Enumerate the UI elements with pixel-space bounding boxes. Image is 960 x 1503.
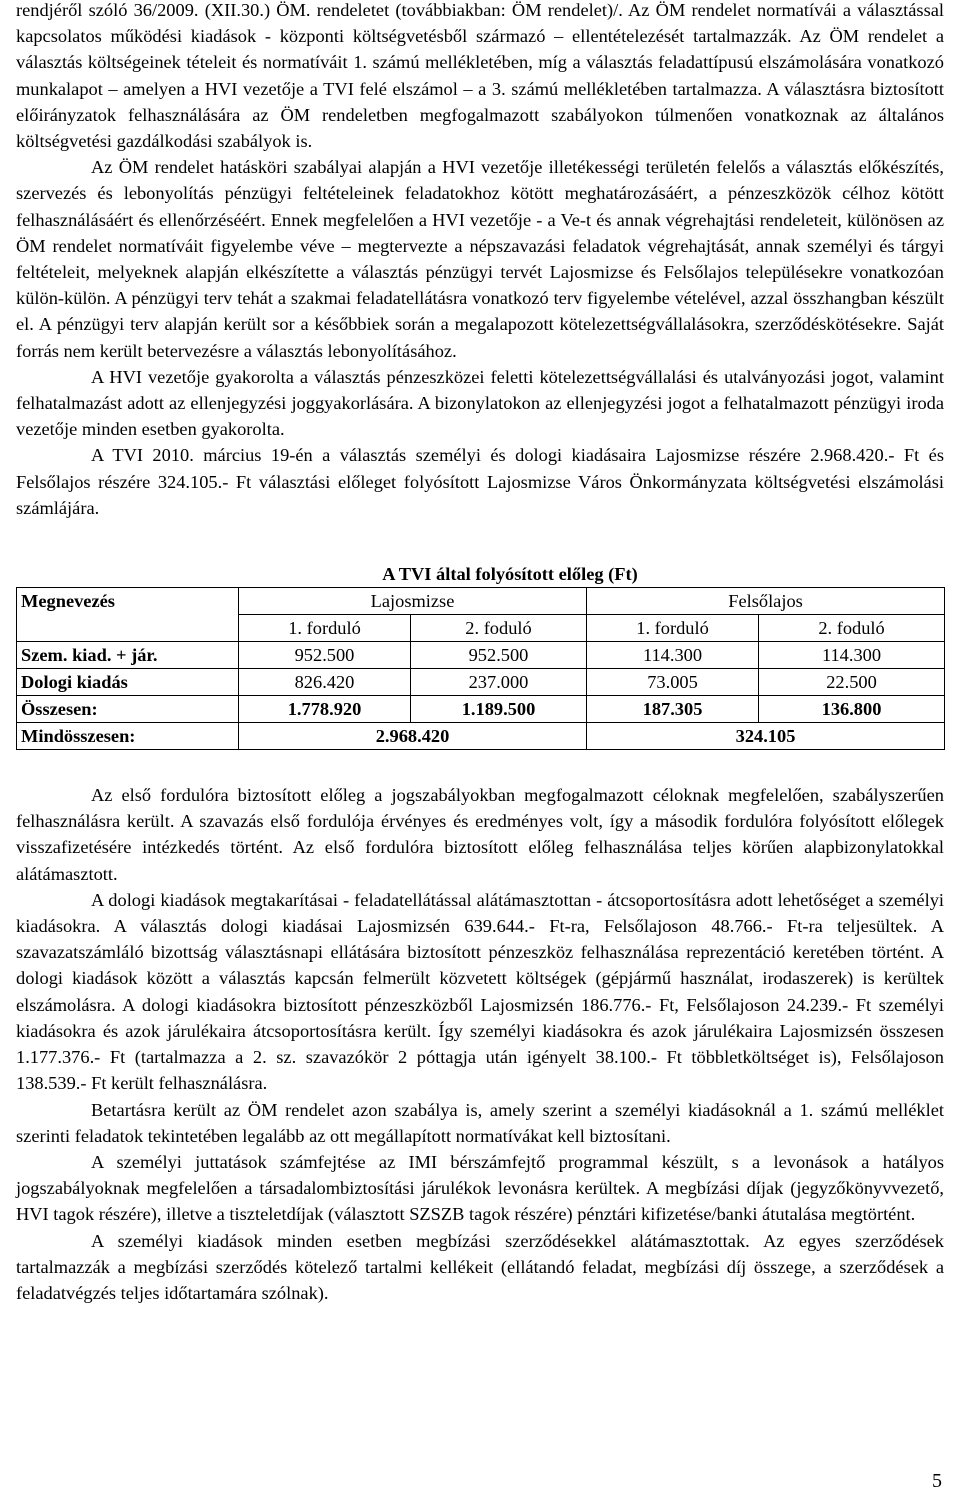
group-header-lajosmizse: Lajosmizse (239, 588, 587, 615)
table-cell: 1.189.500 (411, 696, 587, 723)
table-cell: 114.300 (587, 642, 759, 669)
paragraph-savings: A dologi kiadások megtakarításai - feladatellátással alátámasztottan - átcsoportosításra adott lehetőséget a személyi kiadásokra. A választás dologi kiadásai Lajosmizsén 639.644.- Ft-ra, Felsőlajoson 48.766.- Ft-ra teljesültek. A szavazatszámláló bizottság választásnapi ellátására biztosított pénzeszköz felhasználása reprezentáció keretében történt. A dologi kiadások között a választás kapcsán felmerült közvetett költségek (gépjármű használat, irodaszerek) is kerültek elszámolásra. A dologi kiadásokra biztosított pénzeszközből Lajosmizsén 186.776.- Ft, Felsőlajoson 24.239.- Ft személyi kiadásokra és azok járulékaira átcsoportosításra került. Így személyi kiadásokra és azok járulékaira Lajosmizsén összesen 1.177.376.- Ft (tartalmazza a 2. sz. szavazókör 2 póttagja után igényelt 38.100.- Ft többletköltséget is), Felsőlajoson 138.539.- Ft került felhasználásra. (16, 889, 944, 1094)
subheader: 1. forduló (239, 615, 411, 642)
paragraph-contracts: A személyi kiadások minden esetben megbízási szerződésekkel alátámasztottak. Az egyes szerződések tartalmazzák a megbízási szerződés kötelező tartalmi kellékeit (ellátandó feladat, megbízási díj összege, a szerződések a feladatvégzés teljes időtartamára szólnak). (16, 1230, 944, 1303)
paragraph-authorization: A HVI vezetője gyakorolta a választás pénzeszközei feletti kötelezettségvállalási és utalványozási jogot, valamint felhatalmazást adott az ellenjegyzési joggyakorlására. A bizonylatokon az ellenjegyzési jogot a felhatalmazott pénzügyi iroda vezetője minden esetben gyakorolta. (16, 366, 944, 440)
row-label: Szem. kiad. + jár. (17, 642, 239, 669)
table-cell: 952.500 (411, 642, 587, 669)
row-label: Dologi kiadás (17, 669, 239, 696)
paragraph-payroll: A személyi juttatások számfejtése az IMI bérszámfejtő programmal készült, s a levonások a hatályos jogszabályoknak megfelelően a társadalombiztosítási járulékok levonásra kerültek. A megbízási díjak (jegyzőkönyvvezető, HVI tagok részére), illetve a tiszteletdíjak (választott SZSZB tagok részére) pénztári kifizetése/banki átutalása megtörtént. (16, 1151, 944, 1225)
table-cell: 1.778.920 (239, 696, 411, 723)
row-label: Mindösszesen: (17, 723, 239, 750)
table-row (17, 642, 945, 669)
table-cell: 952.500 (239, 642, 411, 669)
table-row (17, 669, 945, 696)
row-label: Összesen: (17, 696, 239, 723)
paragraph-first-round: Az első fordulóra biztosított előleg a jogszabályokban megfogalmazott céloknak megfelelően, szabályszerűen felhasználásra került. A szavazás első fordulója érvényes és eredményes volt, így a második fordulóra folyósított előlegek visszafizetésére intézkedés történt. Az első fordulóra biztosított előleg felhasználása teljes körűen alapbizonylatokkal alátámasztott. (16, 785, 944, 884)
table-title: A TVI által folyósított előleg (Ft) (382, 564, 638, 585)
advance-table (16, 587, 945, 750)
document-page (16, 0, 944, 1306)
table-cell: 136.800 (759, 696, 945, 723)
grand-total-lajosmizse: 2.968.420 (239, 723, 587, 750)
page-number: 5 (932, 1470, 942, 1492)
table-cell: 187.305 (587, 696, 759, 723)
table-cell: 826.420 (239, 669, 411, 696)
subheader: 2. foduló (411, 615, 587, 642)
table-row-total (17, 696, 945, 723)
subheader: 2. foduló (759, 615, 945, 642)
table-header-row (17, 588, 945, 615)
table-row-grand-total (17, 723, 945, 750)
table-cell: 22.500 (759, 669, 945, 696)
grand-total-felsolajos: 324.105 (587, 723, 945, 750)
subheader: 1. forduló (587, 615, 759, 642)
col-name-header: Megnevezés (17, 588, 239, 642)
paragraph-rule: Betartásra került az ÖM rendelet azon szabálya is, amely szerint a személyi kiadásoknál a 1. számú melléklet szerinti feladatok tekintetében legalább az ott megállapított normatívákat kell biztosítani. (16, 1099, 944, 1146)
paragraph-intro: rendjéről szóló 36/2009. (XII.30.) ÖM. rendeletet (továbbiakban: ÖM rendelet)/. Az ÖM rendelet normatívái a választással kapcsolatos működési kiadások - központi költségvetésből származó – ellentételezését tartalmazzák. Az ÖM rendelet a választás költségeinek tételeit és normatíváit 1. számú mellékletében, míg a választás feladattípusú elszámolására vonatkozó munkalapot – amelyen a HVI vezetője a TVI felé elszámol – a 3. számú mellékletében tartalmazza. A választásra biztosított előirányzatok felhasználására az ÖM rendeletben megfogalmazott szabályokon túlmenően vonatkoznak az általános költségvetési gazdálkodási szabályok is. (16, 0, 944, 152)
paragraph-responsibility: Az ÖM rendelet hatásköri szabályai alapján a HVI vezetője illetékességi területén felelős a választás előkészítés, szervezés és lebonyolítás pénzügyi feltételeinek feladatokhoz kötött meghatározásáért, a pénzeszközök célhoz kötött felhasználásáért és ellenőrzéséért. Ennek megfelelően a HVI vezetője - a Ve-t és annak végrehajtási rendeleteit, különösen az ÖM rendelet normatíváit figyelembe véve – megtervezte a népszavazási feladatok végrehajtását, annak személyi és tárgyi feltételeit, melyeknek alapján elkészítette a választás pénzügyi tervét Lajosmizse és Felsőlajos településekre vonatkozóan külön-külön. A pénzügyi terv tehát a szakmai feladatellátásra vonatkozó terv figyelembe vételével, azzal összhangban készült el. A pénzügyi terv alapján került sor a későbbiek során a megalapozott kötelezettségvállalásokra, szerződéskötésekre. Saját forrás nem került betervezésre a választás lebonyolításához. (16, 157, 944, 361)
paragraph-advance: A TVI 2010. március 19-én a választás személyi és dologi kiadásaira Lajosmizse részére 2.968.420.- Ft és Felsőlajos részére 324.105.- Ft választási előleget folyósított Lajosmizse Város Önkormányzata költségvetési elszámolási számlájára. (16, 445, 944, 518)
table-cell: 237.000 (411, 669, 587, 696)
table-cell: 73.005 (587, 669, 759, 696)
table-cell: 114.300 (759, 642, 945, 669)
group-header-felsolajos: Felsőlajos (587, 588, 945, 615)
